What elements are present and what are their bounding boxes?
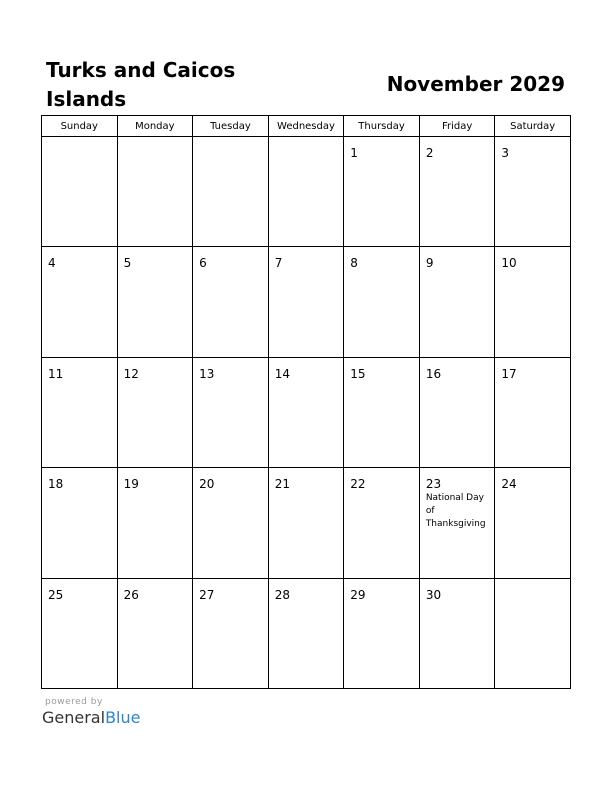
day-number: 5: [123, 256, 132, 271]
day-number: 23: [425, 477, 442, 492]
day-number: 16: [425, 366, 442, 381]
day-number: 13: [199, 366, 215, 381]
day-cell: [344, 357, 420, 467]
brand-general-text: General: [42, 708, 106, 727]
day-number: 22: [350, 477, 366, 492]
weekday-header-saturday: Saturday: [495, 116, 571, 137]
week-row: [42, 137, 571, 247]
day-number: 27: [199, 587, 215, 602]
day-cell: [344, 468, 420, 578]
day-cell: [42, 247, 118, 357]
day-cell: [419, 357, 495, 467]
powered-by-text: powered by: [45, 697, 103, 707]
day-number: 3: [501, 146, 510, 160]
generalblue-logo[interactable]: [42, 708, 140, 728]
weekday-header-tuesday: Tuesday: [193, 116, 269, 137]
day-number: [193, 137, 268, 146]
calendar-grid: [41, 115, 571, 689]
day-number: 11: [48, 366, 64, 381]
day-cell: [344, 247, 420, 357]
day-cell: [193, 137, 269, 247]
day-number: 8: [350, 256, 358, 271]
day-cell: [193, 357, 269, 467]
day-cell: [42, 578, 118, 688]
holiday-label: National Day of Thanksgiving: [425, 493, 486, 530]
day-number: 2: [425, 146, 434, 160]
weekday-header-wednesday: Wednesday: [268, 116, 344, 137]
day-number: [269, 137, 344, 146]
day-cell: [193, 578, 269, 688]
day-number: 26: [123, 587, 139, 602]
day-cell: [495, 247, 571, 357]
day-cell: [42, 357, 118, 467]
day-cell: [117, 578, 193, 688]
day-number: 9: [425, 256, 434, 271]
day-cell: [42, 137, 118, 247]
day-number: 24: [501, 477, 517, 492]
week-row: [42, 578, 571, 688]
day-cell: [495, 578, 571, 688]
day-number: 14: [274, 366, 290, 381]
day-cell: [419, 578, 495, 688]
day-number: 12: [123, 366, 139, 381]
day-number: 18: [48, 477, 64, 492]
weekday-header-monday: Monday: [117, 116, 193, 137]
day-cell: [344, 578, 420, 688]
day-number: 25: [48, 587, 64, 602]
day-cell: [495, 137, 571, 247]
month-title: November 2029: [386, 72, 565, 96]
day-cell: [419, 137, 495, 247]
day-cell: [495, 357, 571, 467]
country-title: Turks and Caicos Islands: [46, 58, 236, 111]
weekday-header-row: [42, 116, 571, 137]
day-cell: [268, 468, 344, 578]
weekday-header-friday: Friday: [419, 116, 495, 137]
week-row: [42, 468, 571, 578]
day-number: [118, 137, 193, 146]
weekday-header-thursday: Thursday: [344, 116, 420, 137]
day-number: 10: [501, 256, 517, 271]
day-number: [495, 579, 570, 588]
day-cell: [344, 137, 420, 247]
day-number: 17: [501, 366, 517, 381]
day-number: 6: [199, 256, 207, 271]
day-number: 7: [274, 256, 283, 271]
day-cell: [117, 137, 193, 247]
day-cell: [42, 468, 118, 578]
day-cell: [268, 137, 344, 247]
day-number: 4: [48, 256, 56, 271]
day-cell: [117, 357, 193, 467]
day-number: 20: [199, 477, 215, 492]
day-cell: [268, 357, 344, 467]
week-row: [42, 357, 571, 467]
weekday-header-sunday: Sunday: [42, 116, 118, 137]
day-number: 28: [274, 587, 290, 602]
day-number: 19: [123, 477, 139, 492]
day-cell: [268, 247, 344, 357]
day-number: 15: [350, 366, 366, 381]
day-number: 1: [350, 146, 358, 160]
day-number: 21: [274, 477, 290, 492]
week-row: [42, 247, 571, 357]
day-cell: [193, 468, 269, 578]
day-cell: [419, 247, 495, 357]
day-number: [42, 137, 117, 146]
day-cell: [117, 468, 193, 578]
day-cell: [495, 468, 571, 578]
day-number: 29: [350, 587, 366, 602]
footer-branding: [42, 697, 140, 728]
brand-blue-text: Blue: [105, 708, 141, 727]
day-cell: [117, 247, 193, 357]
day-cell: [419, 468, 495, 578]
day-number: 30: [425, 587, 442, 602]
day-cell: [193, 247, 269, 357]
day-cell: [268, 578, 344, 688]
